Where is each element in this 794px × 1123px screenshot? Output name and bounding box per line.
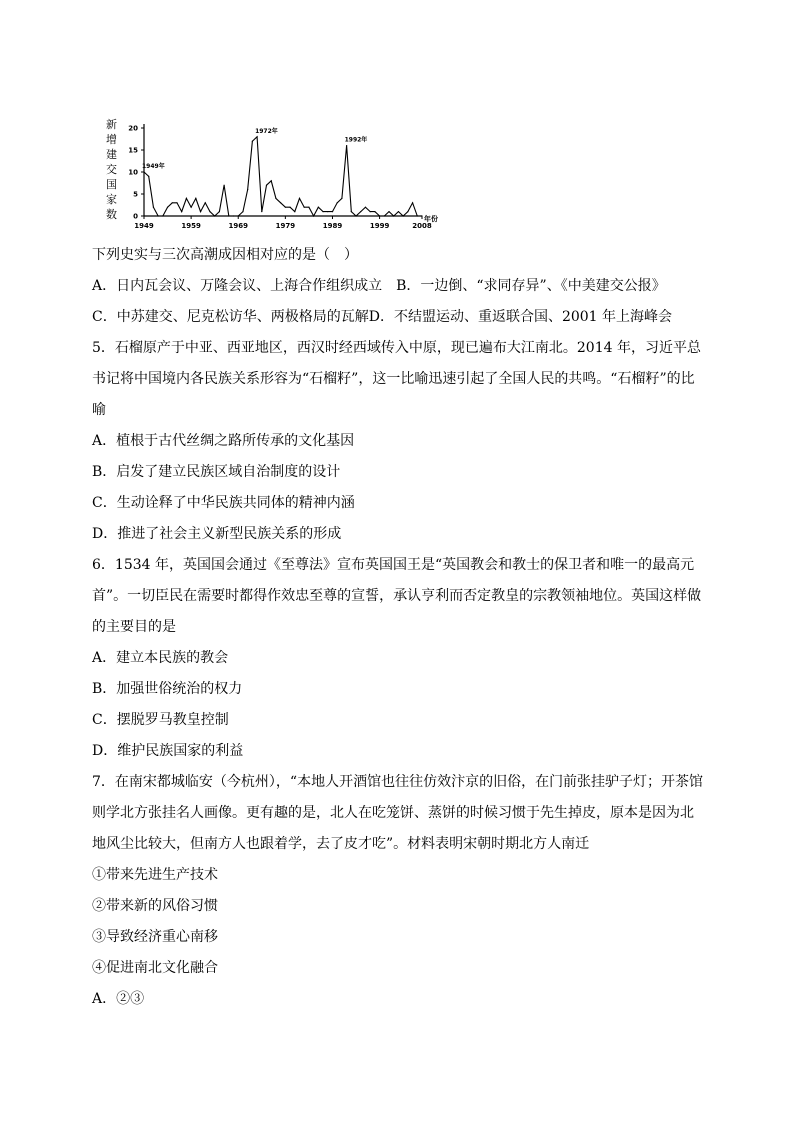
data-point [289,207,290,208]
data-point [209,211,210,212]
x-tick-label: 2008 [412,222,432,230]
data-point [313,215,314,216]
q7-stem-line-1: 7．在南宋都城临安（今杭州），“本地人开酒馆也往往仿效汴京的旧俗，在门前张挂驴子灯；开茶馆 [92,774,704,790]
data-point [224,185,225,186]
q7-item-4: ④促进南北文化融合 [92,960,218,976]
y-tick-label: 10 [128,168,138,177]
peak-annotation: 1949年 [142,163,165,170]
x-tick-label: 1959 [181,222,201,230]
q6-stem-line-2: 首”。一切臣民在需要时都得作效忠至尊的宣誓，承认亨利而否定教皇的宗教领袖地位。英国这样做 [92,588,702,604]
y-axis-label-char: 建 [106,148,117,161]
data-point [327,211,328,212]
data-point [370,211,371,212]
data-point [285,207,286,208]
y-tick-label: 0 [133,212,138,221]
data-point [351,211,352,212]
q6-stem-line-3: 的主要目的是 [92,619,176,635]
q6-option-a: A．建立本民族的教会 [92,650,229,666]
data-point [275,198,276,199]
data-point [379,215,380,216]
data-point [195,198,196,199]
data-point [384,215,385,216]
q4-option-c: C．中苏建交、尼克松访华、两极格局的瓦解 [92,309,369,325]
data-point [205,202,206,203]
data-point [271,180,272,181]
data-point [176,202,177,203]
data-point [200,211,201,212]
data-point [421,215,422,216]
q5-option-a: A．植根于古代丝绸之路所传承的文化基因 [92,433,355,449]
data-point [252,141,253,142]
data-point [162,215,163,216]
data-point [308,207,309,208]
q7-option-a: A．②③ [92,991,145,1007]
data-point [247,189,248,190]
y-axis-label-char: 家 [106,193,117,206]
x-tick-label: 1979 [275,222,296,230]
data-point [186,198,187,199]
q7-stem-line-2: 则学北方张挂名人画像。更有趣的是，北人在吃笼饼、蒸饼的时候习惯于先生掉皮，原本是因为北 [92,805,694,821]
y-tick-label: 5 [133,190,138,199]
data-point [322,211,323,212]
data-point [407,211,408,212]
data-point [337,202,338,203]
data-point [233,215,234,216]
data-point [318,207,319,208]
data-point [299,198,300,199]
data-point [256,136,257,137]
q6-option-c: C．摆脱罗马教皇控制 [92,712,229,728]
q6-option-d: D．维护民族国家的利益 [92,743,244,759]
data-point [346,145,347,146]
x-tick-label: 1949 [134,222,154,230]
data-point [355,215,356,216]
data-point [374,211,375,212]
data-point [148,176,149,177]
q4-options-ab [92,271,710,302]
x-ticks [134,216,432,230]
q5-option-c: C．生动诠释了中华民族共同体的精神内涵 [92,495,355,511]
q5-option-d: D．推进了社会主义新型民族关系的形成 [92,526,342,542]
x-tick-label: 1999 [369,222,390,230]
q4-option-d: D．不结盟运动、重返联合国、2001 年上海峰会 [368,309,673,325]
data-point [219,211,220,212]
new-diplomatic-relations-chart [100,112,460,232]
q4-stem: 下列史实与三次高潮成因相对应的是（ ） [92,247,358,263]
q4-option-a: A．日内瓦会议、万隆会议、上海合作组织成立 [92,278,383,294]
x-tick-label: 1989 [322,222,343,230]
data-point [153,207,154,208]
question-content [92,240,710,1015]
data-point [172,202,173,203]
y-axis-label-char: 数 [106,208,117,221]
q4-options-cd [92,302,710,333]
y-tick-label: 20 [128,124,138,133]
data-point [158,215,159,216]
q7-item-3: ③导致经济重心南移 [92,929,218,945]
peak-annotation: 1972年 [255,127,278,135]
q5-stem-line-2: 书记将中国境内各民族关系形容为“石榴籽”，这一比喻迅速引起了全国人民的共鸣。“石榴籽”的比 [92,371,695,387]
chart-container [100,112,460,232]
data-point [294,211,295,212]
data-point [332,211,333,212]
data-point [388,211,389,212]
data-point [398,211,399,212]
y-tick-label: 15 [128,146,138,155]
data-point [181,211,182,212]
data-point [242,211,243,212]
q6-option-b: B．加强世俗统治的权力 [92,681,243,697]
x-tick-label: 1969 [228,222,248,230]
q7-item-1: ①带来先进生产技术 [92,867,218,883]
data-point [238,215,239,216]
data-point [228,215,229,216]
y-axis-label-char: 国 [106,178,117,191]
data-point [341,198,342,199]
data-point [365,207,366,208]
data-point [167,207,168,208]
q6-stem-line-1: 6．1534 年，英国国会通过《至尊法》宣布英国国王是“英国教会和教士的保卫者和唯一的最高元 [92,557,695,573]
data-point [360,211,361,212]
q5-stem-line-3: 喻 [92,402,106,418]
series-line [144,137,422,216]
annotations [142,127,367,170]
data-point [143,171,144,172]
q7-item-2: ②带来新的风俗习惯 [92,898,218,914]
data-point [214,215,215,216]
data-point [261,211,262,212]
q4-option-b: B．一边倒、“求同存异”、《中美建交公报》 [396,278,666,294]
data-point [417,215,418,216]
q5-option-b: B．启发了建立民族区域自治制度的设计 [92,464,341,480]
y-axis-label-char: 交 [106,163,117,176]
q5-stem-line-1: 5．石榴原产于中亚、西亚地区，西汉时经西域传入中原，现已遍布大江南北。2014 年，习近平总 [92,340,701,356]
x-axis-label: 年份 [424,215,438,223]
data-point [412,202,413,203]
q7-stem-line-3: 地风尘比较大，但南方人也跟着学，去了皮才吃”。材料表明宋朝时期北方人南迁 [92,836,590,852]
data-point [280,202,281,203]
peak-annotation: 1992年 [344,136,368,144]
data-point [403,215,404,216]
y-axis-label [106,118,117,221]
y-ticks [128,125,144,221]
data-point [393,215,394,216]
data-point [266,185,267,186]
y-axis-label-char: 新 [106,118,117,131]
data-point [191,207,192,208]
y-axis-label-char: 增 [106,133,117,146]
data-point [304,207,305,208]
